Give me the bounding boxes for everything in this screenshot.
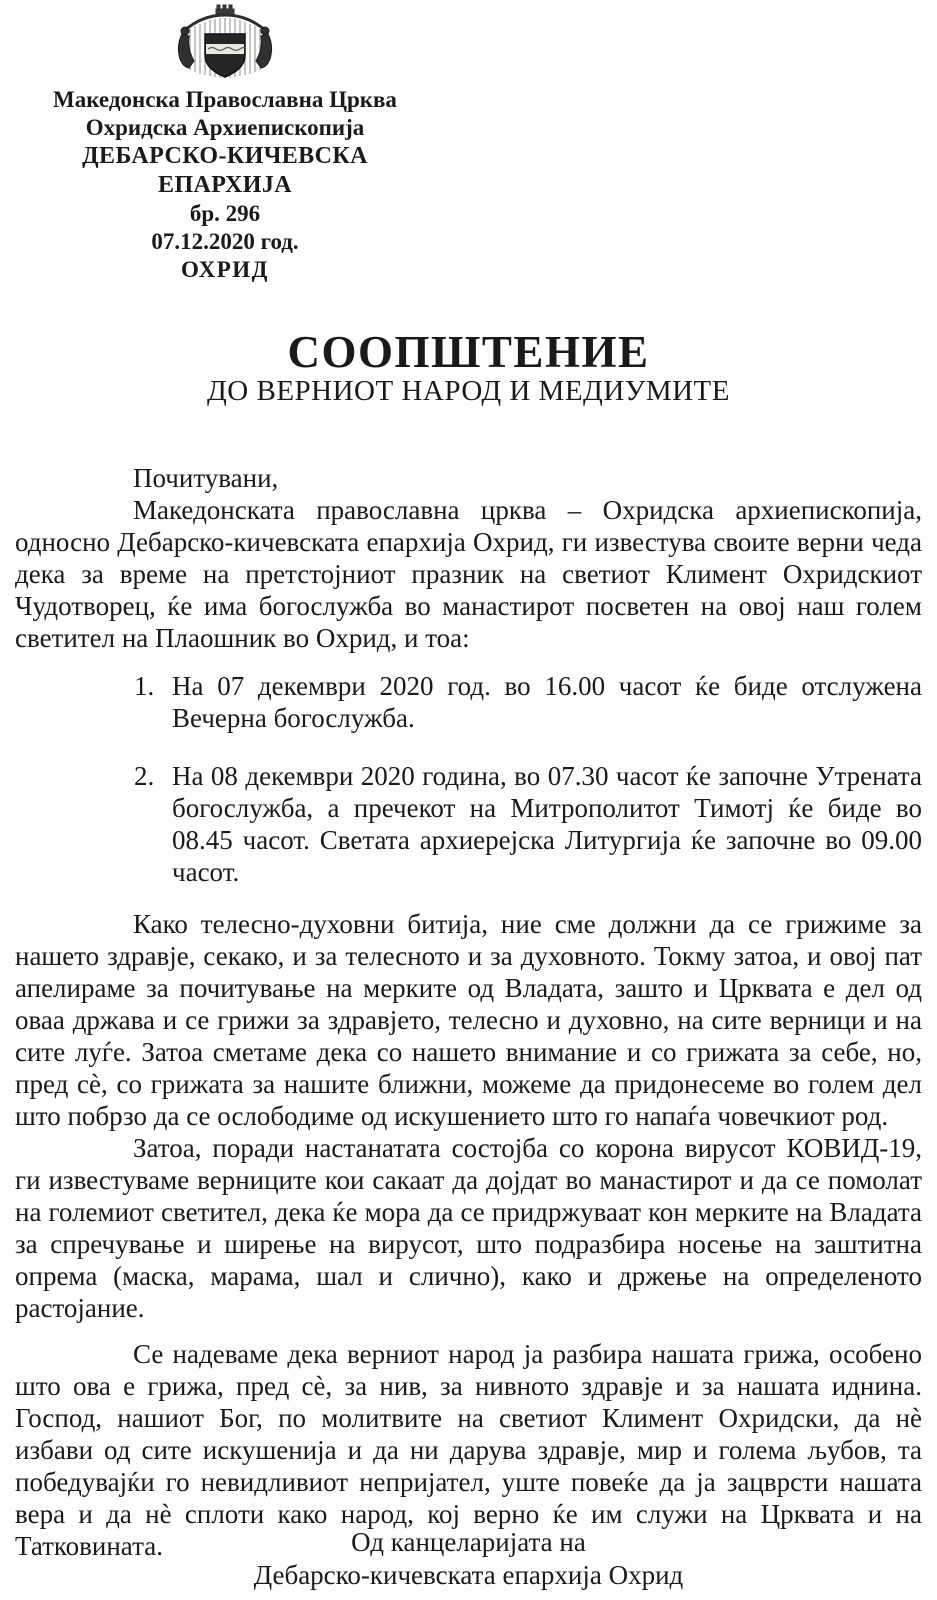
document-body — [15, 462, 922, 1562]
paragraph-health-care: Како телесно-духовни битија, ние сме должни да се грижиме за нашето здравје, секако, и за телесното и за духовното. Токму затоа, и овој пат апелираме за почитување на мерките од Владата, зашто и Црквата е дел од оваа држава и се грижи за здравјето, телесно и духовно, на сите верници и на сите луѓе. Затоа сметаме дека со нашето внимание и со грижата за себе, но, пред сè, со грижата за нашите ближни, можеме да придонесеме во голем дел што побрзо да се ослободиме од искушението што го напаѓа човечкиот род. — [15, 909, 922, 1131]
schedule-item-2 — [15, 760, 922, 888]
document-city: ОХРИД — [181, 257, 269, 282]
schedule-item-2-text: На 08 декември 2020 година, во 07.30 часот ќе започне Утрената богослужба, а пречекот на Митрополитот Тимотј ќе биде во 08.45 часот. Светата архиерејска Литургија ќе започне во 09.00 часот. — [172, 761, 922, 887]
footer-eparchy-line: Дебарско-кичевската епархија Охрид — [253, 1560, 684, 1590]
episcopal-coat-of-arms-icon — [15, 4, 435, 82]
schedule-item-1-text: На 07 декември 2020 год. во 16.00 часот ќе биде отслужена Вечерна богослужба. — [172, 671, 922, 733]
schedule-item-1 — [15, 670, 922, 734]
announcement-subtitle: ДО ВЕРНИОТ НАРОД И МЕДИУМИТЕ — [207, 375, 730, 407]
title-block — [0, 329, 937, 407]
announcement-title: СООПШТЕНИЕ — [287, 327, 650, 377]
schedule-item-1-number: 1. — [134, 671, 155, 701]
church-name: Македонска Православна Црква — [53, 87, 397, 112]
archbishopric-name: Охридска Архиепископија — [85, 115, 365, 140]
office-footer — [0, 1526, 937, 1592]
footer-office-line: Од канцеларијата на — [351, 1527, 586, 1557]
paragraph-intro: Македонската православна црква – Охридска архиепископија, односно Дебарско-кичевската епархија Охрид, ги известува своите верни чеда дека за време на претстојниот празник на светиот Климент Охридскиот Чудотворец, ќе има богослужба во манастирот посветен на овој наш голем светител на Плаошник во Охрид, и тоа: — [15, 495, 922, 653]
paragraph-covid-measures: Затоа, поради настанатата состојба со корона вирусот КОВИД-19, ги известуваме верниците кои сакаат да дојдат во манастирот и да се помолат на големиот светител, дека ќе мора да се придржуваат кон мерките на Владата за спречување и ширење на вирусот, што подразбира носење на заштитна опрема (маска, марама, шал и слично), како и држење на определеното растојание. — [15, 1133, 922, 1323]
letterhead — [15, 4, 435, 284]
eparchy-name: ДЕБАРСКО-КИЧЕВСКА ЕПАРХИЈА — [82, 143, 368, 198]
paragraph-hope: Се надеваме дека верниот народ ја разбира нашата грижа, особено што ова е грижа, пред сè, за нив, за нивното здравје и за нашата иднина. Господ, нашиот Бог, по молитвите на светиот Климент Охридски, да нè избави од сите искушенија и да ни дарува здравје, мир и голема љубов, та победувајќи го невидливиот непријател, уште повеќе да ја зацврсти нашата вера и да нè сплоти како народ, кој верно ќе им служи на Црквата и на Татковината. — [15, 1339, 922, 1561]
schedule-item-2-number: 2. — [134, 761, 155, 791]
document-date: 07.12.2020 год. — [151, 229, 299, 254]
document-number: бр. 296 — [189, 201, 261, 226]
salutation: Почитувани, — [133, 463, 279, 493]
